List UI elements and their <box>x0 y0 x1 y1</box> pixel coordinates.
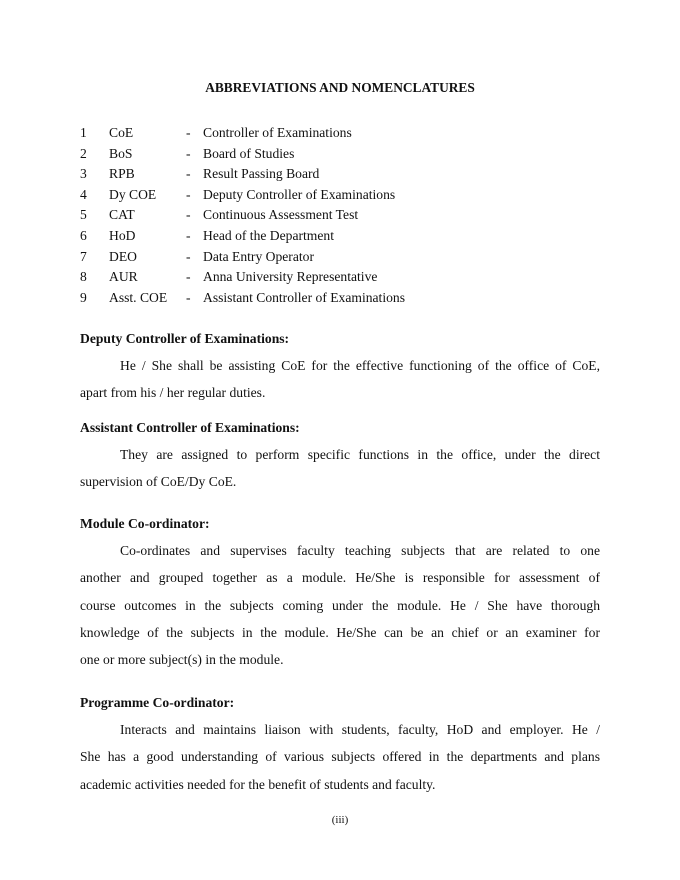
abbreviation-full: Anna University Representative <box>203 269 378 285</box>
paragraph-line: They are assigned to perform specific functions in the office, under the direct <box>120 447 600 462</box>
abbreviation-num: 7 <box>80 248 87 264</box>
abbreviation-full: Continuous Assessment Test <box>203 207 359 223</box>
abbreviation-row <box>80 144 600 165</box>
paragraph-line: Co-ordinates and supervises faculty teaching subjects that are related to one <box>120 543 600 558</box>
abbreviation-dash: - <box>186 125 191 140</box>
section-assistant-coe <box>80 418 600 496</box>
abbreviation-full: Controller of Examinations <box>203 125 352 140</box>
abbreviation-num: 6 <box>80 227 87 243</box>
abbreviation-num: 9 <box>80 289 87 305</box>
abbreviation-code: Asst. COE <box>109 289 168 305</box>
abbreviation-dash: - <box>186 145 191 161</box>
abbreviation-code: CoE <box>109 125 134 140</box>
page-title: ABBREVIATIONS AND NOMENCLATURES <box>205 80 475 95</box>
abbreviation-num: 5 <box>80 207 87 223</box>
abbreviation-row <box>80 247 600 268</box>
abbreviation-full: Head of the Department <box>203 227 334 243</box>
section-heading: Assistant Controller of Examinations: <box>80 420 300 435</box>
abbreviation-code: HoD <box>109 227 136 243</box>
abbreviation-code: DEO <box>109 248 137 264</box>
abbreviation-dash: - <box>186 248 191 264</box>
abbreviation-dash: - <box>186 207 191 223</box>
paragraph-line: knowledge of the subjects in the module. He/She can be an chief or an examiner for <box>80 624 600 640</box>
section-paragraph <box>80 716 600 798</box>
section-heading: Programme Co-ordinator: <box>80 695 235 710</box>
abbreviation-full: Data Entry Operator <box>203 248 314 264</box>
paragraph-line: one or more subject(s) in the module. <box>80 652 284 668</box>
abbreviation-dash: - <box>186 227 191 243</box>
abbreviation-num: 8 <box>80 269 87 285</box>
abbreviation-row <box>80 123 600 144</box>
section-paragraph <box>80 537 600 673</box>
abbreviation-row <box>80 205 600 226</box>
paragraph-line: apart from his / her regular duties. <box>80 385 266 401</box>
paragraph-line: supervision of CoE/Dy CoE. <box>80 474 237 490</box>
abbreviation-dash: - <box>186 289 191 305</box>
abbreviation-row <box>80 226 600 247</box>
abbreviation-num: 1 <box>80 125 87 140</box>
section-heading: Deputy Controller of Examinations: <box>80 331 290 346</box>
abbreviation-code: BoS <box>109 145 133 161</box>
abbreviation-row <box>80 185 600 206</box>
abbreviation-row <box>80 267 600 288</box>
abbreviation-num: 3 <box>80 166 87 182</box>
abbreviation-num: 2 <box>80 145 87 161</box>
paragraph-line: He / She shall be assisting CoE for the effective functioning of the office of CoE, <box>120 358 600 373</box>
paragraph-line: Interacts and maintains liaison with students, faculty, HoD and employer. He / <box>120 722 600 737</box>
section-paragraph <box>80 441 600 496</box>
page-number: (iii) <box>331 814 349 826</box>
abbreviation-row <box>80 164 600 185</box>
abbreviation-code: Dy COE <box>109 186 157 202</box>
paragraph-line: academic activities needed for the benefit of students and faculty. <box>80 776 436 792</box>
abbreviation-row <box>80 288 600 309</box>
abbreviation-dash: - <box>186 186 191 202</box>
abbreviation-dash: - <box>186 269 191 285</box>
abbreviation-full: Deputy Controller of Examinations <box>203 186 396 202</box>
section-deputy-coe <box>80 329 600 407</box>
paragraph-line: course outcomes in the subjects coming under the module. He / She have thorough <box>80 597 600 613</box>
abbreviation-full: Board of Studies <box>203 145 295 161</box>
section-module-coordinator <box>80 514 600 673</box>
abbreviation-dash: - <box>186 166 191 182</box>
paragraph-line: another and grouped together as a module. He/She is responsible for assessment of <box>80 570 600 586</box>
abbreviation-list <box>80 123 600 308</box>
abbreviation-code: CAT <box>109 207 135 223</box>
abbreviation-code: RPB <box>109 166 135 182</box>
abbreviation-full: Result Passing Board <box>203 166 320 182</box>
section-programme-coordinator <box>80 693 600 798</box>
abbreviation-num: 4 <box>80 186 87 202</box>
paragraph-line: She has a good understanding of various subjects offered in the departments and plans <box>80 749 600 765</box>
abbreviation-full: Assistant Controller of Examinations <box>203 289 405 305</box>
section-heading: Module Co-ordinator: <box>80 516 210 531</box>
abbreviation-code: AUR <box>109 269 138 285</box>
section-paragraph <box>80 352 600 407</box>
